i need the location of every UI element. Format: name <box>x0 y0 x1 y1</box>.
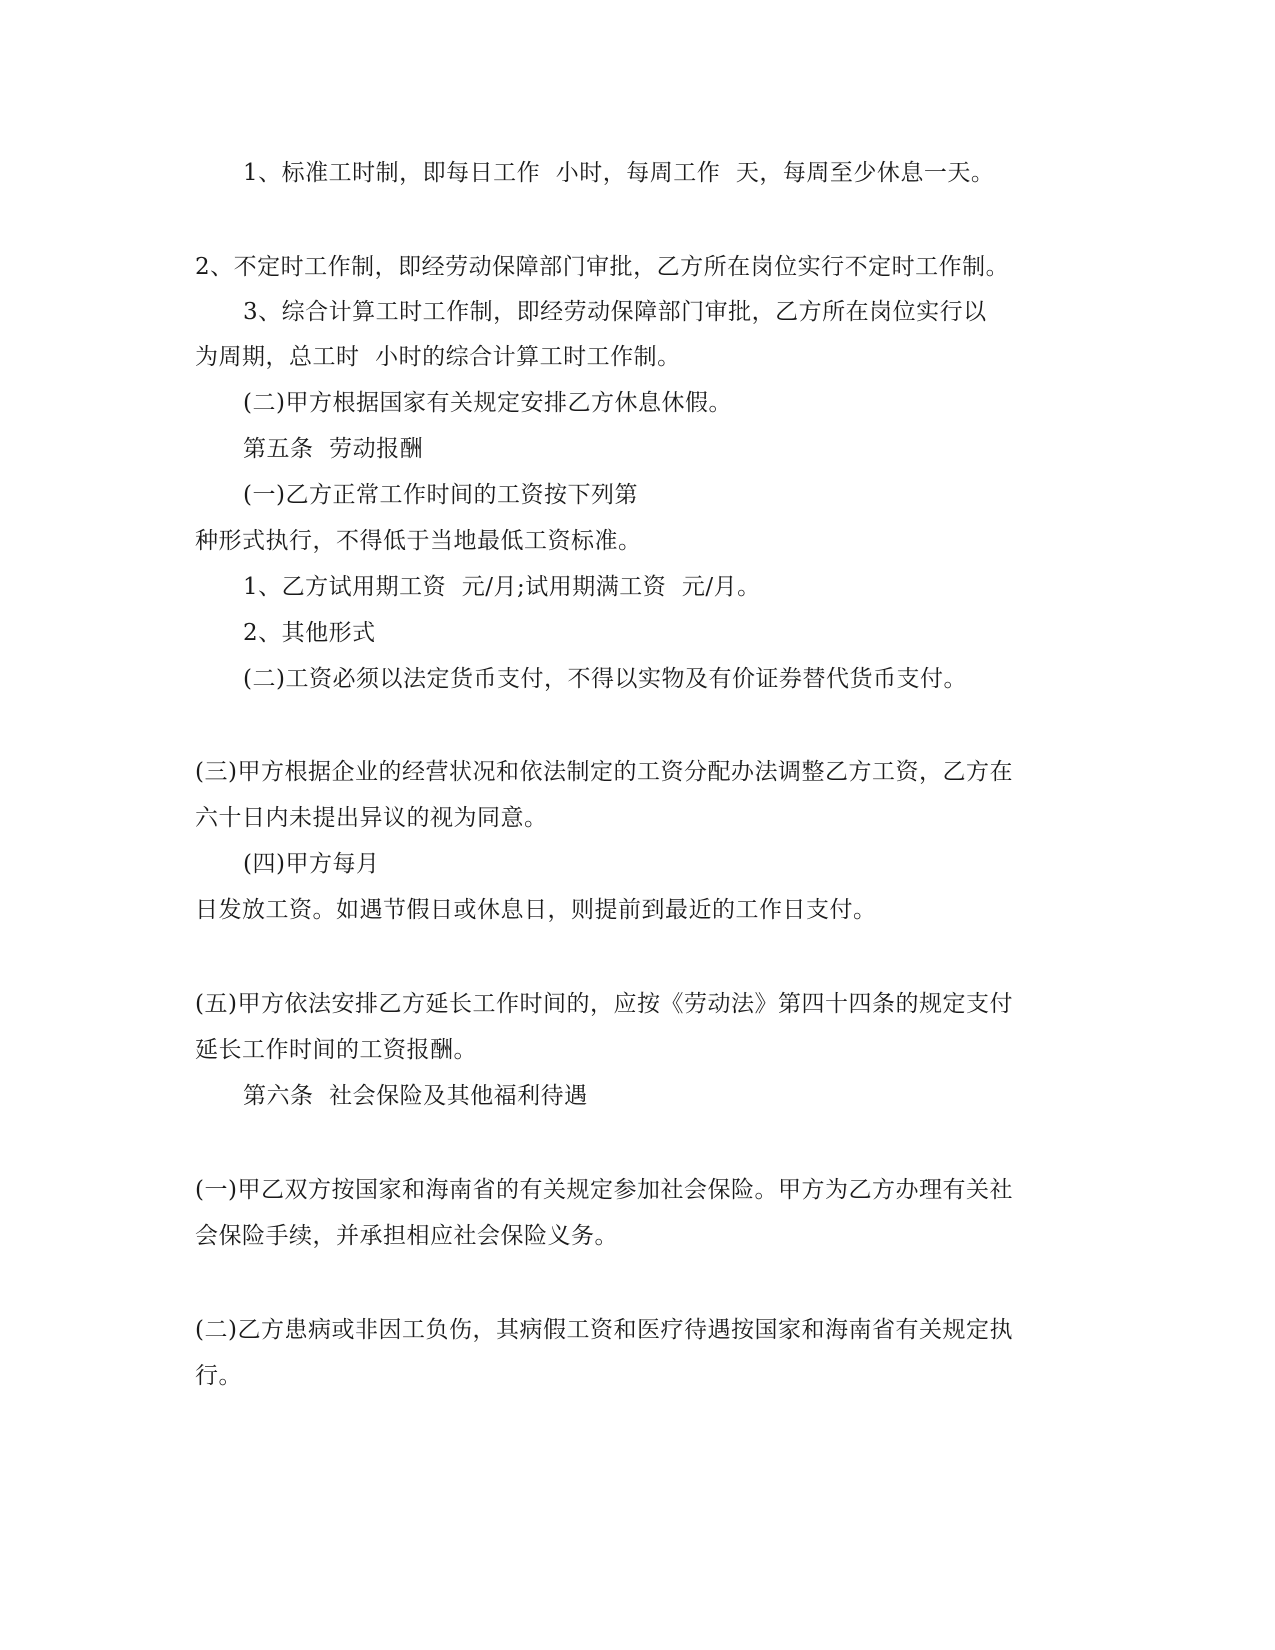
text-line: 会保险手续，并承担相应社会保险义务。 <box>195 1223 618 1249</box>
text-line: 延长工作时间的工资报酬。 <box>195 1037 477 1063</box>
text-line: 1、乙方试用期工资 元/月;试用期满工资 元/月。 <box>243 574 761 600</box>
text-line: 六十日内未提出异议的视为同意。 <box>195 805 548 831</box>
text-line: 种形式执行，不得低于当地最低工资标准。 <box>195 528 642 554</box>
text-line: (五)甲方依法安排乙方延长工作时间的，应按《劳动法》第四十四条的规定支付 <box>195 991 1013 1017</box>
text-line: 日发放工资。如遇节假日或休息日，则提前到最近的工作日支付。 <box>195 897 877 923</box>
section-heading: 第六条 社会保险及其他福利待遇 <box>243 1083 588 1109</box>
text-line: (二)甲方根据国家有关规定安排乙方休息休假。 <box>243 390 732 416</box>
text-line: 行。 <box>195 1363 242 1389</box>
text-line: (二)工资必须以法定货币支付，不得以实物及有价证券替代货币支付。 <box>243 666 967 692</box>
text-line: 3、综合计算工时工作制，即经劳动保障部门审批，乙方所在岗位实行以 <box>243 299 987 325</box>
text-line: (一)甲乙双方按国家和海南省的有关规定参加社会保险。甲方为乙方办理有关社 <box>195 1177 1013 1203</box>
text-line: (一)乙方正常工作时间的工资按下列第 <box>243 482 638 508</box>
text-line: 1、标准工时制，即每日工作 小时，每周工作 天，每周至少休息一天。 <box>243 160 995 186</box>
text-line: 2、不定时工作制，即经劳动保障部门审批，乙方所在岗位实行不定时工作制。 <box>195 254 1010 280</box>
text-line: (四)甲方每月 <box>243 851 380 877</box>
text-line: (三)甲方根据企业的经营状况和依法制定的工资分配办法调整乙方工资，乙方在 <box>195 759 1013 785</box>
section-heading: 第五条 劳动报酬 <box>243 436 424 462</box>
text-line: 2、其他形式 <box>243 620 376 646</box>
text-line: 为周期，总工时 小时的综合计算工时工作制。 <box>195 344 681 370</box>
text-line: (二)乙方患病或非因工负伤，其病假工资和医疗待遇按国家和海南省有关规定执 <box>195 1317 1013 1343</box>
